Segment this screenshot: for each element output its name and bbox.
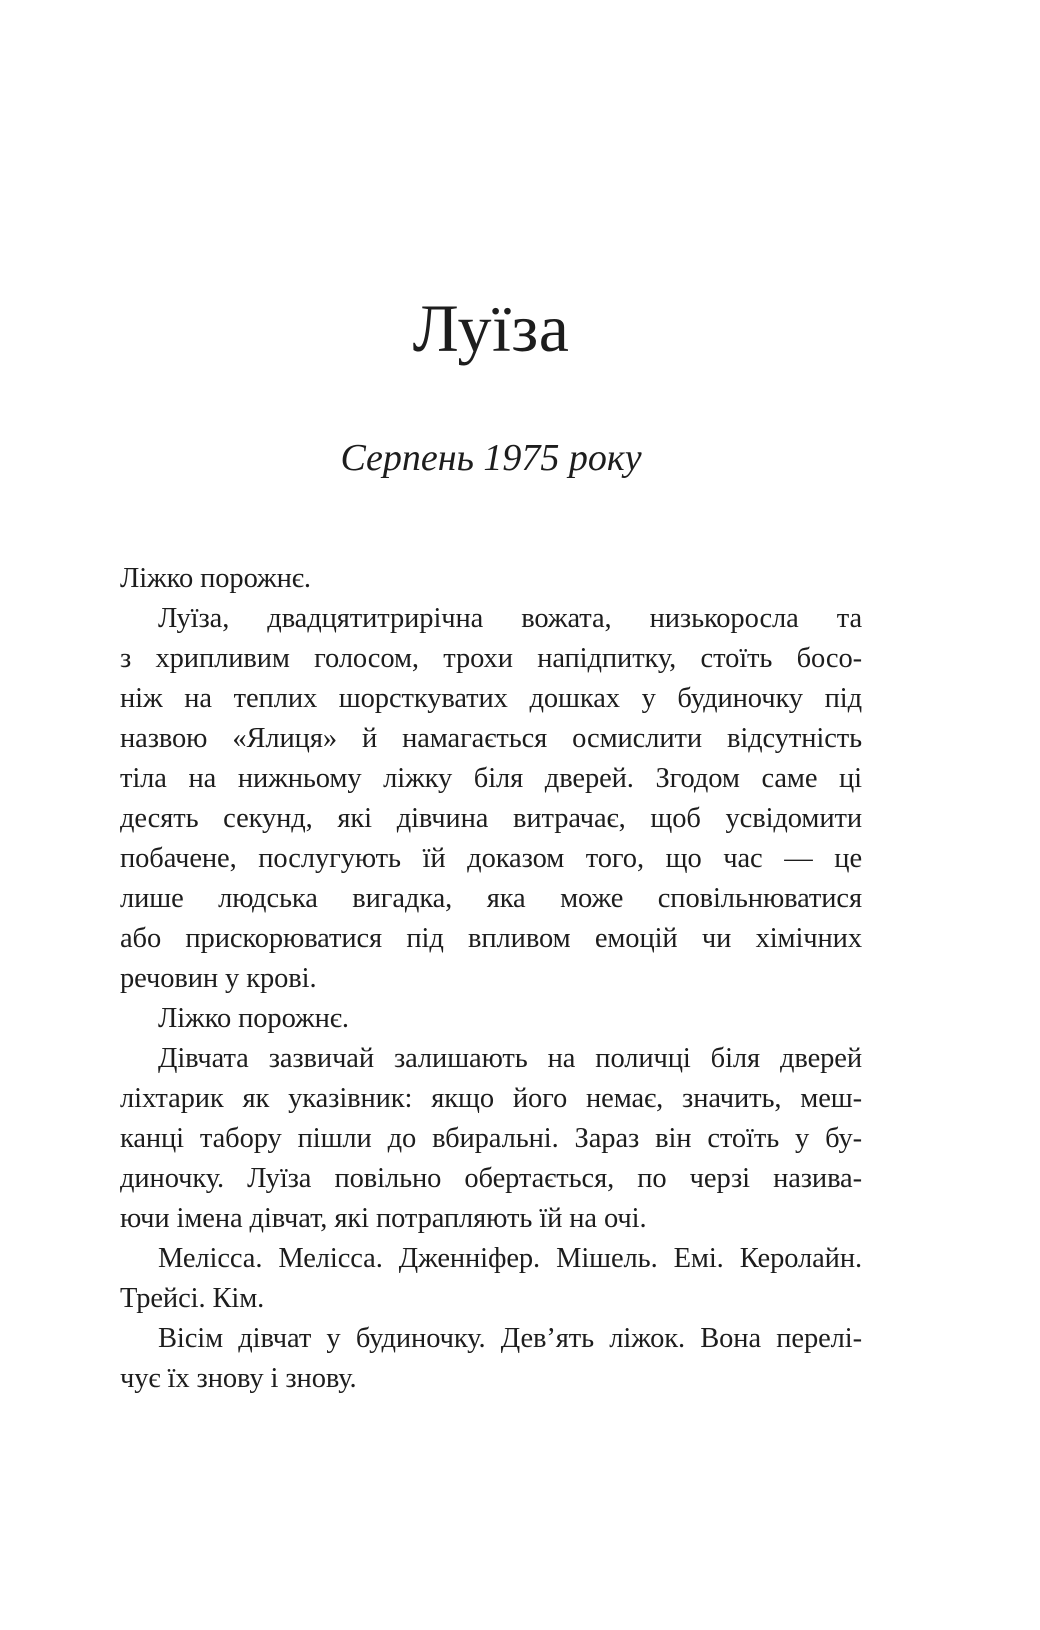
chapter-title: Луїза	[412, 290, 570, 366]
body-line: чує їх знову і знову.	[120, 1363, 357, 1394]
body-line: лише людська вигадка, яка може сповільнюватися	[120, 883, 862, 914]
body-text	[120, 559, 862, 1399]
body-line: Вісім дівчат у будиночку. Дев’ять ліжок. Вона перелі-	[158, 1323, 862, 1354]
body-line: або прискорюватися під впливом емоцій чи хімічних	[120, 923, 862, 954]
body-line: десять секунд, які дівчина витрачає, щоб усвідомити	[120, 803, 862, 834]
body-line: ючи імена дівчат, які потрапляють їй на очі.	[120, 1203, 647, 1234]
body-line: диночку. Луїза повільно обертається, по черзі назива-	[120, 1163, 862, 1194]
body-line: ліхтарик як указівник: якщо його немає, значить, меш-	[120, 1083, 862, 1114]
body-line: Дівчата зазвичай залишають на поличці біля дверей	[158, 1043, 862, 1074]
body-line: Мелісса. Мелісса. Дженніфер. Мішель. Емі. Керолайн.	[158, 1243, 862, 1274]
paragraph	[120, 1039, 862, 1239]
body-line: Луїза, двадцятитрирічна вожата, низькоросла та	[158, 603, 862, 634]
body-line: ніж на теплих шорсткуватих дошках у будиночку під	[120, 683, 862, 714]
paragraph	[120, 599, 862, 999]
paragraph	[120, 1319, 862, 1399]
body-line: тіла на нижньому ліжку біля дверей. Згодом саме ці	[120, 763, 862, 794]
body-line: Ліжко порожнє.	[120, 563, 311, 594]
body-line: речовин у крові.	[120, 963, 317, 994]
body-line: назвою «Ялиця» й намагається осмислити відсутність	[120, 723, 862, 754]
body-line: Ліжко порожнє.	[158, 1003, 349, 1034]
paragraph	[120, 999, 862, 1039]
paragraph	[120, 1239, 862, 1319]
body-line: з хрипливим голосом, трохи напідпитку, стоїть босо-	[120, 643, 862, 674]
body-line: Трейсі. Кім.	[120, 1283, 265, 1314]
paragraph	[120, 559, 862, 599]
chapter-subtitle: Серпень 1975 року	[340, 437, 642, 479]
body-line: канці табору пішли до вбиральні. Зараз він стоїть у бу-	[120, 1123, 862, 1154]
body-line: побачене, послугують їй доказом того, що час — це	[120, 843, 862, 874]
